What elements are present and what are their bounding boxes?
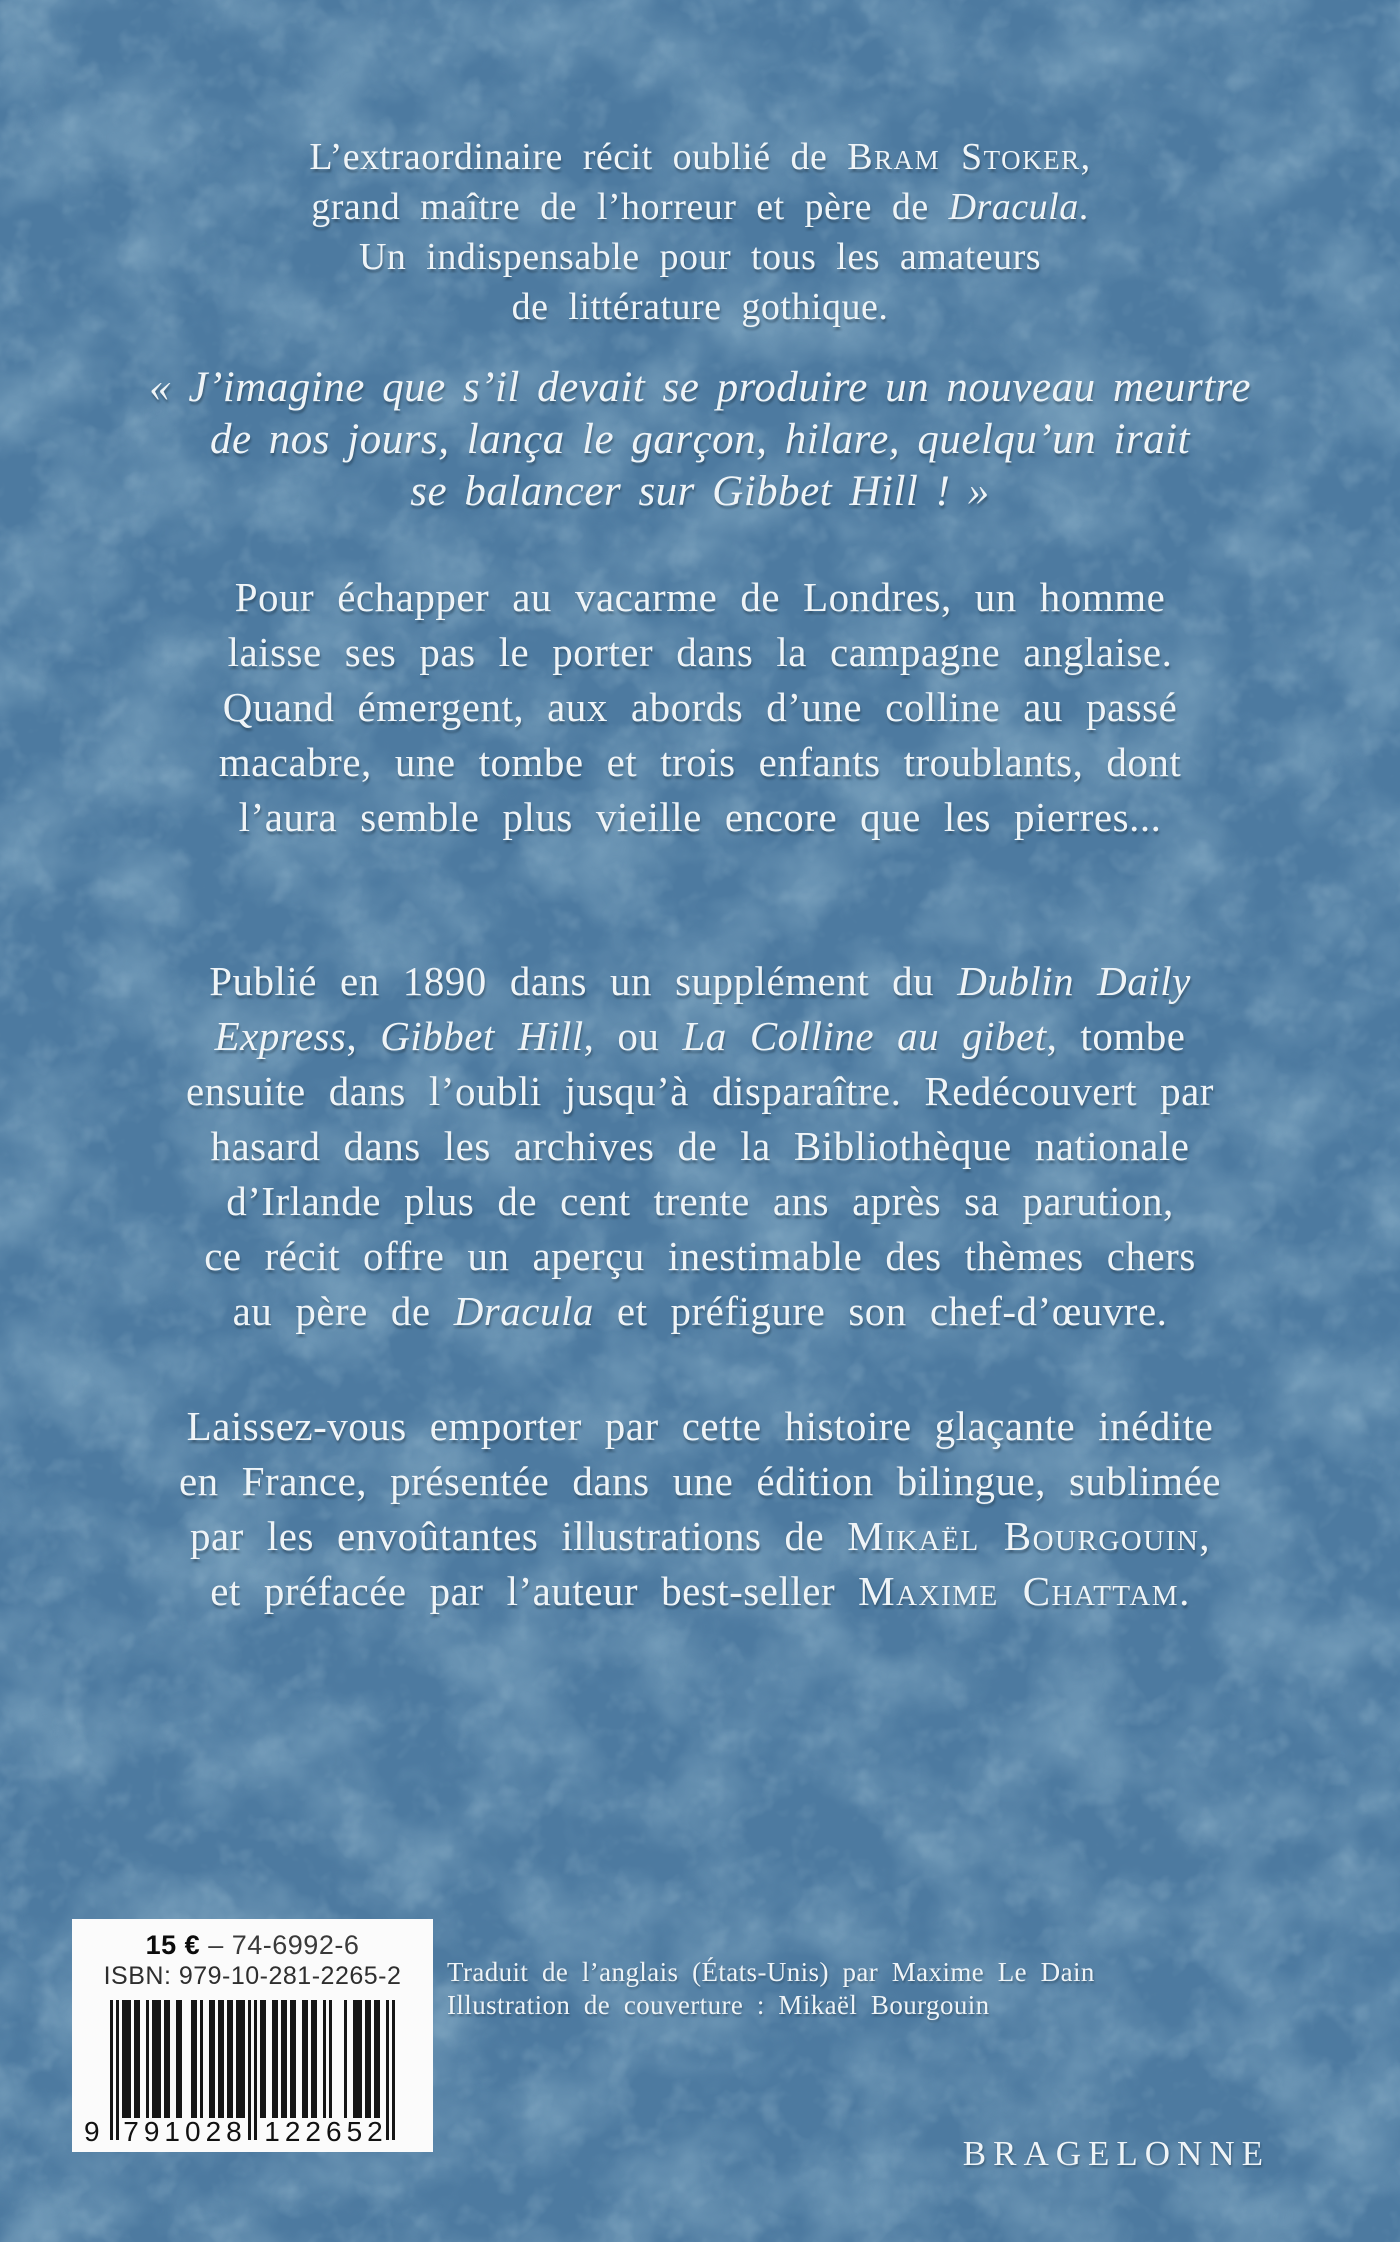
publication-history-paragraph: Publié en 1890 dans un supplément du Dublin Daily Express, Gibbet Hill, ou La Colline au gibet, tombe ensuite dans l’oubli jusqu’à disparaître. Redécouvert par hasard dans les archives de la Bibliothèque nationale d’Irlande plus de cent trente ans après sa parution, ce récit offre un aperçu inestimable des thèmes chers au père de Dracula et préfigure son chef-d’œuvre. [186, 958, 1214, 1334]
barcode-group-2: 122652 [264, 2116, 388, 2147]
credits-block: Traduit de l’anglais (États-Unis) par Maxime Le Dain Illustration de couverture : Mikaël Bourgouin [447, 1957, 1095, 2020]
price-isbn-box [72, 1919, 433, 2152]
barcode-digits [84, 2114, 395, 2148]
edition-info-paragraph: Laissez-vous emporter par cette histoire glaçante inédite en France, présentée dans une édition bilingue, sublimée par les envoûtantes illustrations de Mikaël Bourgouin, et préfacée par l’auteur best-seller Maxime Chattam. [178, 1403, 1221, 1614]
price-row [72, 1929, 433, 1961]
synopsis-paragraph: Pour échapper au vacarme de Londres, un homme laisse ses pas le porter dans la campagne anglaise. Quand émergent, aux abords d’une colline au passé macabre, une tombe et trois enfants troublants, dont l’aura semble plus vieille encore que les pierres... [218, 574, 1182, 840]
edition-code: 74-6992-6 [231, 1930, 360, 1960]
barcode-group-1: 791028 [123, 2116, 247, 2147]
price-separator: – [208, 1930, 224, 1960]
intro-paragraph: L’extraordinaire récit oublié de Bram Stoker, grand maître de l’horreur et père de Dracula. Un indispensable pour tous les amateurs de littérature gothique. [309, 136, 1091, 328]
isbn-text: ISBN: 979-10-281-2265-2 [103, 1962, 402, 1990]
barcode [84, 2000, 395, 2148]
pull-quote: « J’imagine que s’il devait se produire un nouveau meurtre de nos jours, lança le garçon, hilare, quelqu’un irait se balancer sur Gibbet Hill ! » [149, 364, 1251, 515]
barcode-first-digit: 9 [84, 2116, 100, 2147]
publisher-logo: BRAGELONNE [962, 2134, 1270, 2173]
price-value: 15 € [145, 1930, 201, 1960]
